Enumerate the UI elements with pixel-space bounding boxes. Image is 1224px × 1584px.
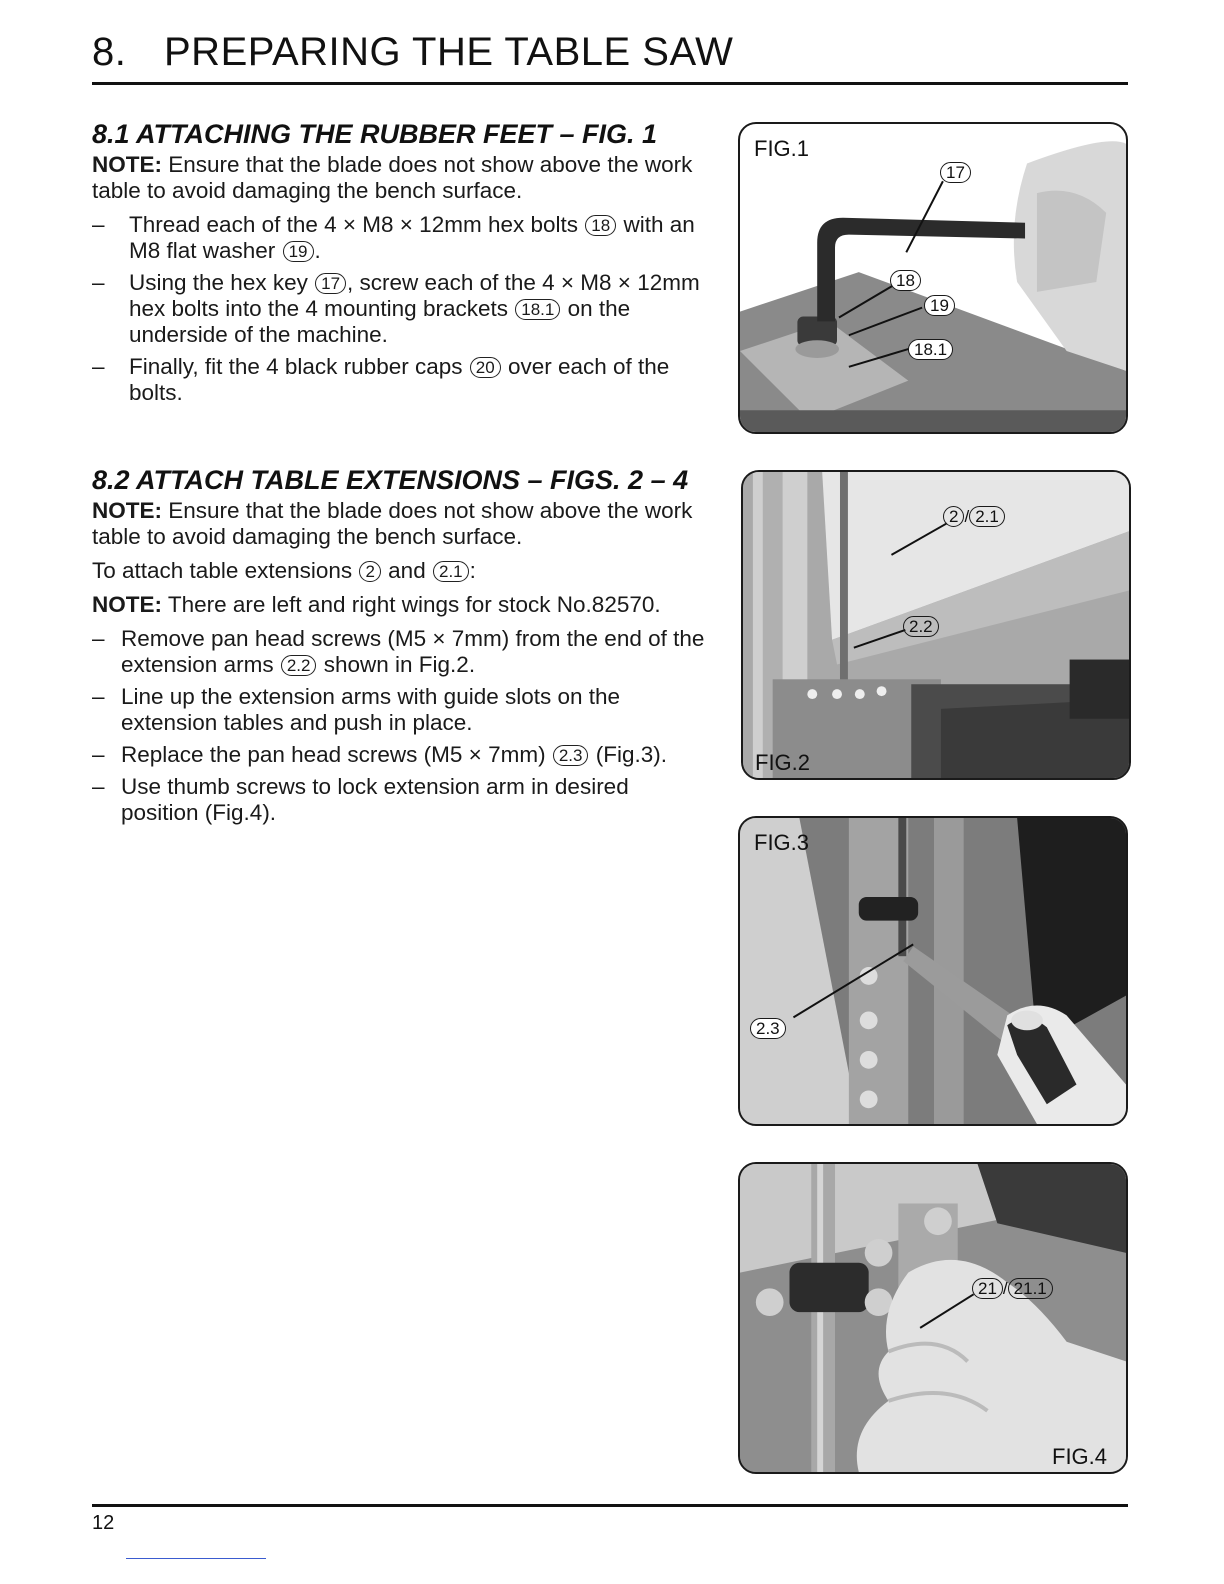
list-item: – Replace the pan head screws (M5 × 7mm) 2.3 (Fig.3). — [92, 742, 707, 768]
figure-1-label: FIG.1 — [754, 136, 810, 161]
list-item: – Using the hex key 17 , screw each of the 4 × M8 × 12mm hex bolts into the 4 mounting brackets 18.1 on the underside of the machine. — [92, 270, 707, 348]
figure-3-label: FIG.3 — [754, 830, 810, 855]
callout: 20 — [470, 357, 501, 378]
callout: 18.1 — [515, 299, 560, 320]
callout-2-3: 2.3 — [750, 1018, 786, 1039]
footer-rule — [92, 1504, 1128, 1507]
note-text: There are left and right wings for stock No.82570. — [167, 592, 661, 617]
attach-line: To attach table extensions 2 and 2.1 : — [92, 558, 476, 583]
note-text: Ensure that the blade does not show above the work table to avoid damaging the bench surface. — [92, 152, 693, 203]
callout-17: 17 — [940, 162, 971, 183]
section-number: 8. — [92, 30, 127, 74]
page-title — [92, 30, 733, 75]
section-8-1-steps — [92, 212, 707, 406]
callout-18-1: 18.1 — [908, 339, 953, 360]
list-item: – Finally, fit the 4 black rubber caps 20 over each of the bolts. — [92, 354, 707, 406]
callout-21-21-1: 21 / 21.1 — [972, 1278, 1053, 1299]
callout: 19 — [283, 241, 314, 262]
section-8-2-note — [92, 498, 707, 550]
callout: 2.1 — [433, 561, 469, 582]
callout: 2.3 — [553, 745, 589, 766]
section-8-2-steps — [92, 626, 707, 826]
callout-18: 18 — [890, 270, 921, 291]
note-label: NOTE: — [92, 592, 162, 617]
section-8-1 — [92, 118, 707, 412]
note-label: NOTE: — [92, 498, 162, 523]
callout-19: 19 — [924, 295, 955, 316]
callout-2-2-1: 2 / 2.1 — [943, 506, 1005, 527]
note-text: Ensure that the blade does not show above the work table to avoid damaging the bench surface. — [92, 498, 693, 549]
header-rule — [92, 82, 1128, 85]
list-item: – Thread each of the 4 × M8 × 12mm hex bolts 18 with an M8 flat washer 19 . — [92, 212, 707, 264]
page-number: 12 — [92, 1512, 115, 1534]
callout-2-2: 2.2 — [903, 616, 939, 637]
note-label: NOTE: — [92, 152, 162, 177]
figure-1 — [738, 122, 1128, 434]
section-8-2 — [92, 464, 707, 832]
section-8-2-note2 — [92, 592, 707, 618]
figure-4-label: FIG.4 — [1052, 1444, 1108, 1469]
list-item: – Line up the extension arms with guide slots on the extension tables and push in place. — [92, 684, 707, 736]
figure-3 — [738, 816, 1128, 1126]
figure-3-leaders — [740, 818, 1126, 1124]
section-8-1-heading: 8.1 ATTACHING THE RUBBER FEET – FIG. 1 — [92, 119, 658, 149]
list-item: – Use thumb screws to lock extension arm in desired position (Fig.4). — [92, 774, 707, 826]
link-underline — [126, 1558, 266, 1559]
figure-2-label: FIG.2 — [755, 750, 811, 775]
callout: 17 — [315, 273, 346, 294]
section-8-1-note — [92, 152, 707, 204]
figure-4-leaders — [740, 1164, 1126, 1472]
callout: 2 — [359, 561, 380, 582]
figure-2 — [741, 470, 1131, 780]
section-8-2-heading: 8.2 ATTACH TABLE EXTENSIONS – FIGS. 2 – 4 — [92, 465, 689, 495]
section-title: PREPARING THE TABLE SAW — [164, 30, 734, 74]
callout: 2.2 — [281, 655, 317, 676]
callout: 18 — [585, 215, 616, 236]
figure-1-leaders — [740, 124, 1126, 432]
figure-4 — [738, 1162, 1128, 1474]
list-item: – Remove pan head screws (M5 × 7mm) from the end of the extension arms 2.2 shown in Fig.2. — [92, 626, 707, 678]
